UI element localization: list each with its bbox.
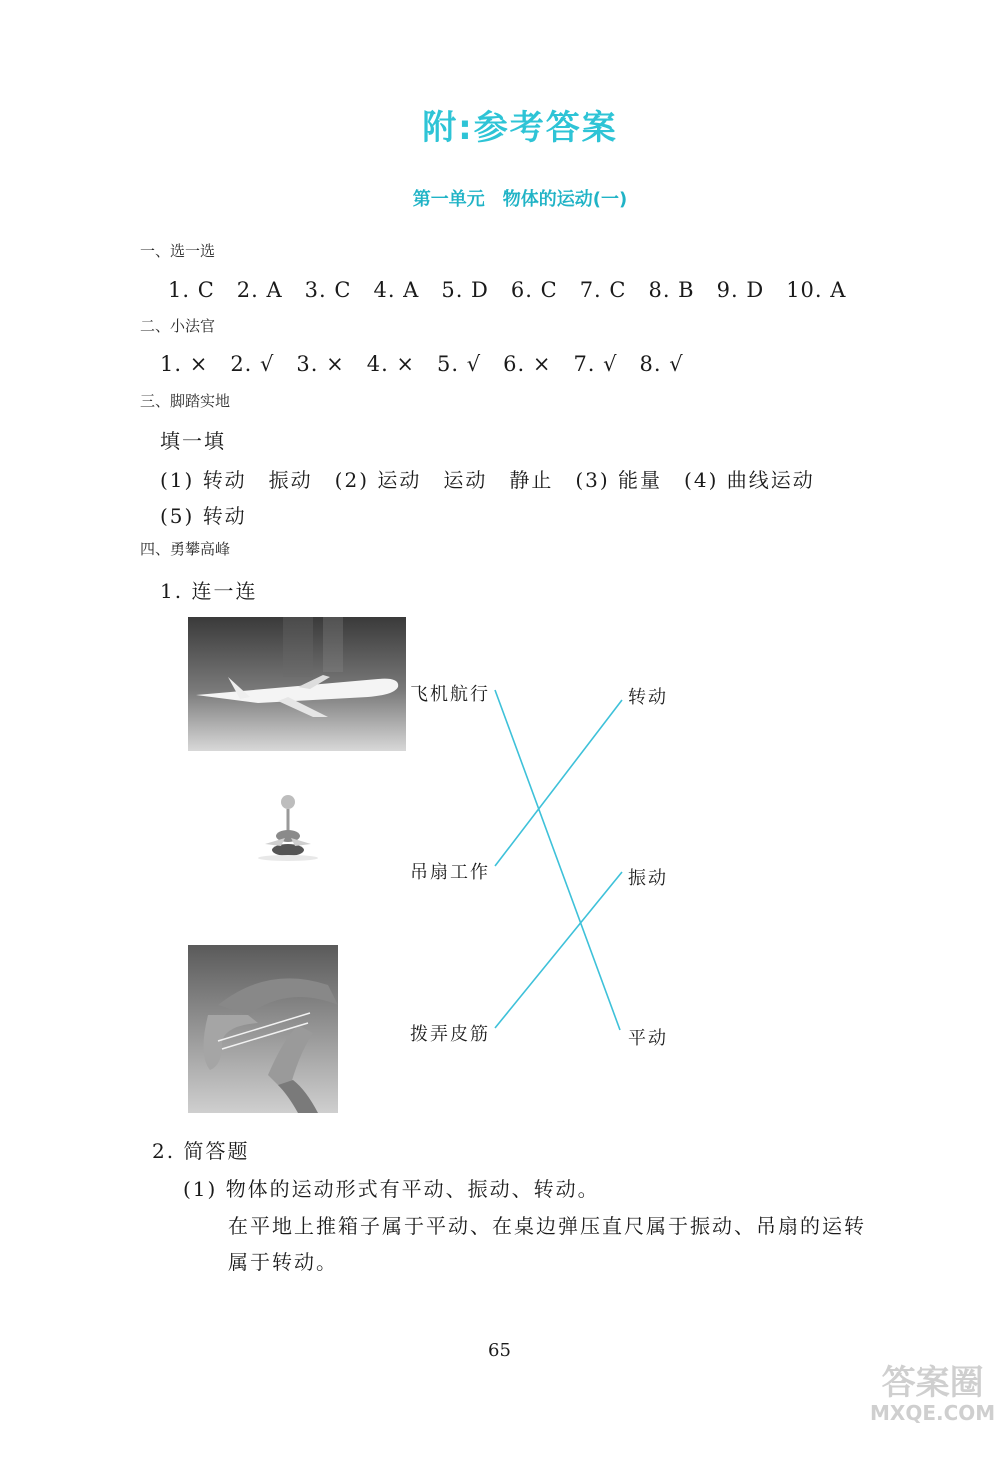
left-item-ceiling-fan: 吊扇工作 [410,862,490,883]
section-3-heading: 三、脚踏实地 [140,392,231,410]
watermark-top: 答案圈 [881,1363,984,1403]
answer-item: 9. D [716,278,765,302]
answer-item: 1. C [168,278,215,302]
unit-subtitle: 第一单元 物体的运动(一) [412,189,628,210]
section-4-heading: 四、勇攀高峰 [140,540,231,558]
answer-item: 2. A [236,278,283,302]
page-number: 65 [488,1340,511,1361]
right-item-translation: 平动 [628,1028,668,1049]
matching-title: 1. 连一连 [160,579,258,603]
connection-line-airplane-translation [495,690,620,1030]
short-answer-line-3: 属于转动。 [228,1250,338,1274]
page-title: 附:参考答案 [422,108,618,148]
answer-item: 6. × [503,352,552,376]
answer-item: 8. B [648,278,695,302]
connection-line-fan-rotation [495,700,622,866]
answer-item: 5. D [441,278,489,302]
left-item-airplane: 飞机航行 [410,684,490,705]
right-item-rotation: 转动 [628,687,668,708]
fill-in-title: 填一填 [160,429,226,453]
answer-item: 7. C [579,278,627,302]
answer-item: 7. √ [573,352,618,376]
answer-item: 10. A [786,278,847,302]
answer-item: 2. √ [230,352,275,376]
answer-item: 1. × [160,352,209,376]
watermark-bottom: MXQE.COM [870,1401,996,1426]
short-answer-line-1: (1) 物体的运动形式有平动、振动、转动。 [183,1177,600,1201]
answer-item: 5. √ [437,352,482,376]
answer-item: 4. × [366,352,416,376]
section-2-heading: 二、小法官 [140,317,216,335]
short-answer-line-2: 在平地上推箱子属于平动、在桌边弹压直尺属于振动、吊扇的运转 [228,1214,866,1238]
answer-item: 8. √ [639,352,684,376]
answer-item: 3. × [296,352,345,376]
connection-line-band-vibration [495,872,622,1028]
right-item-vibration: 振动 [628,868,668,889]
answer-item: 3. C [304,278,352,302]
answer-item: 6. C [510,278,558,302]
section-1-heading: 一、选一选 [140,242,216,260]
fill-in-answers-line-1: (1) 转动 振动 (2) 运动 运动 静止 (3) 能量 (4) 曲线运动 [160,468,815,492]
short-answer-title: 2. 简答题 [152,1139,250,1163]
site-watermark-logo [870,1365,995,1424]
fill-in-answers-line-2: (5) 转动 [160,504,247,528]
answer-item: 4. A [373,278,420,302]
left-item-rubber-band: 拨弄皮筋 [410,1024,490,1045]
